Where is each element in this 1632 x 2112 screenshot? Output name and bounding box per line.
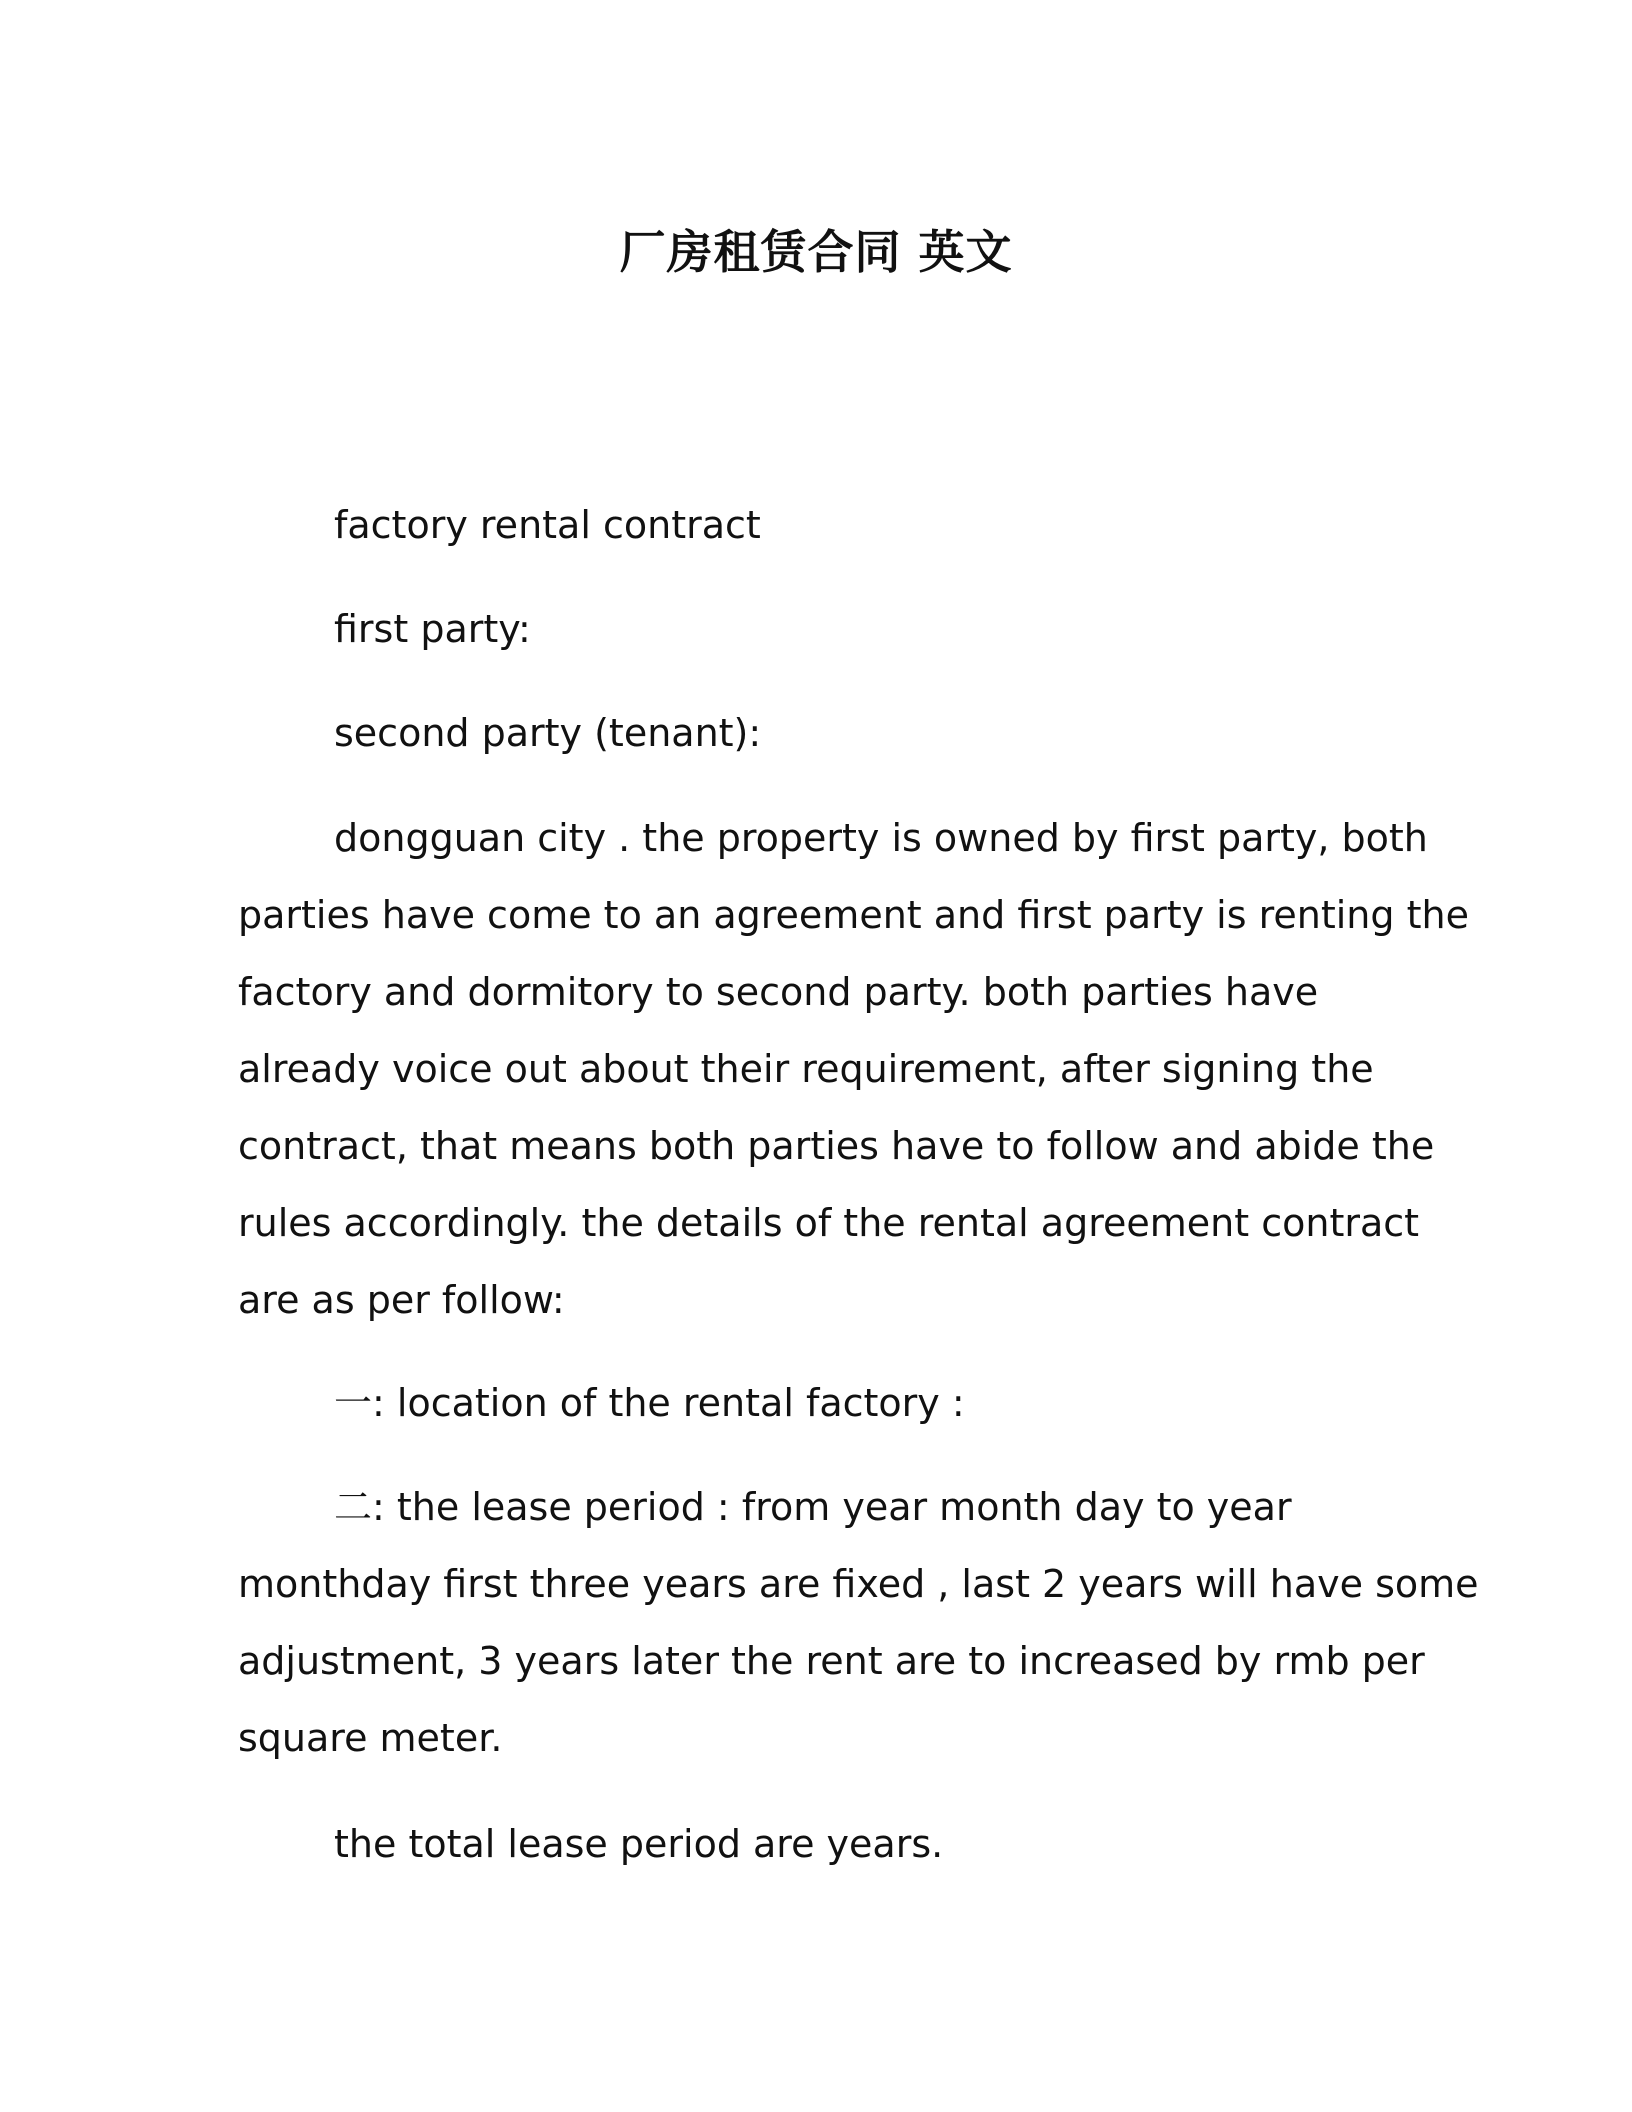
paragraph-line: rules accordingly. the details of the rental agreement contract (238, 1201, 1420, 1245)
paragraph-line: parties have come to an agreement and first party is renting the (238, 893, 1469, 937)
paragraph-line: monthday first three years are fixed , last 2 years will have some (238, 1562, 1479, 1606)
paragraph-line: factory and dormitory to second party. both parties have (238, 970, 1319, 1014)
paragraph-location: 一: location of the rental factory : (334, 1381, 965, 1425)
paragraph-line: are as per follow: (238, 1278, 565, 1322)
document-title: 厂房租赁合同 英文 (619, 225, 1013, 279)
paragraph-total-lease: the total lease period are years. (334, 1822, 944, 1866)
paragraph-line: dongguan city . the property is owned by first party, both (334, 816, 1428, 860)
paragraph-second-party: second party (tenant): (334, 711, 762, 755)
paragraph-line: already voice out about their requirement, after signing the (238, 1047, 1374, 1091)
paragraph-line: adjustment, 3 years later the rent are to increased by rmb per (238, 1639, 1425, 1683)
paragraph-line: square meter. (238, 1716, 503, 1760)
paragraph-line: 二: the lease period : from year month day to year (334, 1485, 1292, 1529)
paragraph-agreement (238, 800, 1469, 1339)
paragraph-line: contract, that means both parties have to follow and abide the (238, 1124, 1435, 1168)
paragraph-first-party: first party: (334, 607, 531, 651)
paragraph-heading-contract: factory rental contract (334, 503, 761, 547)
paragraph-lease-period (238, 1469, 1479, 1777)
